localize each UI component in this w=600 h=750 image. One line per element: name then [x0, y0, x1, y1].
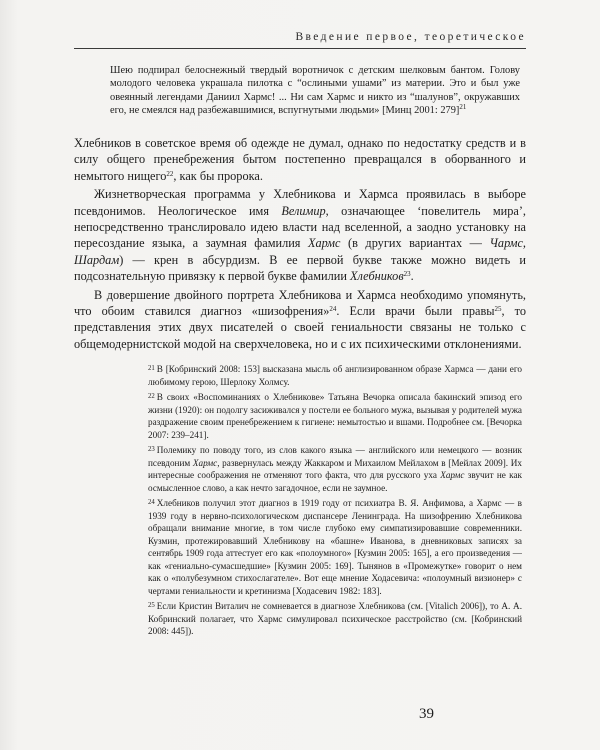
epigraph-quote: [110, 64, 520, 118]
text-run: . Если врачи были правы: [336, 304, 495, 319]
footnote: [148, 497, 522, 597]
text-run: Хлебников в советское время об одежде не думал, однако по недостатку средств и в силу общего пренебрежения бытом постепенно превращался в оборванного и немытого нищего: [74, 136, 526, 183]
main-text: [74, 135, 526, 352]
footnote-number: 21: [148, 365, 155, 372]
italic-term: Велимир: [281, 203, 326, 218]
text-run: Если Кристин Виталич не сомневается в диагнозе Хлебникова (см. [Vitalich 2006]), то А. А. Кобринский полагает, что Хармс симулировал психическое расстройство (см. [Кобринский 2008: 445]).: [148, 601, 522, 636]
quote-note-ref: 21: [459, 103, 467, 112]
body-paragraph: [74, 135, 526, 184]
italic-term: Хармс: [307, 236, 341, 251]
text-run: В своих «Воспоминаниях о Хлебникове» Татьяна Вечорка описала бакинский эпизод его жизни (1920): он подолгу засиживался у постели ее больного мужа, вызывая у родителей мужа раздражение своим пренебрежением к гигиене: немытостью и вшами. Подробнее см. [Вечорка 2007: 239–241].: [148, 392, 522, 440]
footnote-ref: 24: [329, 305, 337, 314]
text-run: Полемику по поводу того, из слов какого языка — английского или немецкого — возник псевдоним: [148, 445, 522, 468]
footnote-ref: 23: [403, 270, 411, 279]
text-run: Жизнетворческая программа у Хлебникова и Хармса проявилась в выборе псевдонимов. Неологическое имя: [74, 187, 526, 218]
footnotes: [148, 363, 522, 641]
text-run: , как бы пророка.: [173, 168, 263, 183]
text-run: .: [410, 269, 414, 284]
text-run: Хлебников получил этот диагноз в 1919 году от психиатра В. Я. Анфимова, а Хармс — в 1939 году в нервно-психологическом диспансере Ленинграда. На шизофрению Хлебникова обращали внимание многие, в том числе глубоко ему симпатизировавшие современники. Кузмин, протежировавший Хлебникову на «башне» Иванова, в дневниковых записях за сентябрь 1909 года аттестует его как «полоумного» [Кузмин 2005: 165], а его произведения — как «гениально-сумасшедшие» [Кузмин 2005: 169]. Тынянов в «Промежутке» говорит о нем как о «полубезумном стихослагателе». Вот еще мнение Ходасевича: «полоумный визионер» с чертами гениальности и кретинизма [Ходасевич 1982: 183].: [148, 498, 522, 596]
italic-term: Хлебников: [349, 269, 404, 284]
text-run: , то представления этих двух писателей о своей гениальности связаны не только с общемодернистской модой на сверхчеловека, но и с их психическими отклонениями.: [74, 304, 527, 351]
footnote: [148, 363, 522, 388]
text-run: , развернулась между Жаккаром и Михаилом Мейлахом в [Мейлах 2009]. Их интересные соображения не отменяют того факта, что для русского уха: [148, 457, 522, 480]
footnote-number: 22: [148, 393, 155, 400]
text-run: В довершение двойного портрета Хлебникова и Хармса необходимо упомянуть, что обоим ставился диагноз «шизофрения»: [74, 287, 526, 319]
body-paragraph: [74, 186, 526, 284]
text-run: ) — крен в абсурдизм. В ее первой букве также можно видеть и подсознательную привязку к первой букве фамилии: [74, 252, 526, 284]
italic-term: Хармс: [440, 470, 465, 480]
footnote-ref: 22: [166, 169, 174, 178]
footnote: [148, 444, 522, 494]
page-number: 39: [419, 706, 434, 722]
italic-term: Чармс, Шардам: [74, 236, 526, 267]
italic-term: Хармс: [192, 457, 218, 468]
footnote-number: 23: [148, 446, 155, 453]
body-paragraph: [74, 287, 526, 353]
quote-text: Шею подпирал белоснежный твердый воротничок с детским шелковым бантом. Голову молодого человека украшала пилотка с “ослиными ушами” из материи. Это и был уже овеянный легендами Даниил Хармс! ... Ни сам Хармс и никто из “шалунов”, окружавших его, не смеялся над разбежавшимися, вспугнутыми людьми» [Минц 2001: 279]: [110, 65, 520, 117]
footnote: [148, 391, 522, 441]
running-head: Введение первое, теоретическое: [295, 31, 526, 43]
footnote-number: 25: [148, 602, 155, 609]
footnote-number: 24: [148, 499, 155, 506]
footnote: [148, 600, 522, 638]
text-run: (в других вариантах —: [340, 236, 490, 251]
footnote-ref: 25: [494, 305, 502, 314]
text-run: В [Кобринский 2008: 153] высказана мысль об англизированном образе Хармса — дани его любимому герою, Шерлоку Холмсу.: [148, 364, 522, 387]
text-run: , означающее ‘повелитель мира’, непосредственно транслировало идею власти над вселенной, а заодно установку на пересоздание языка, а заумная фамилия: [74, 203, 527, 251]
text-run: звучит не как осмысленное слово, а как нечто загадочное, если не заумное.: [148, 470, 522, 493]
